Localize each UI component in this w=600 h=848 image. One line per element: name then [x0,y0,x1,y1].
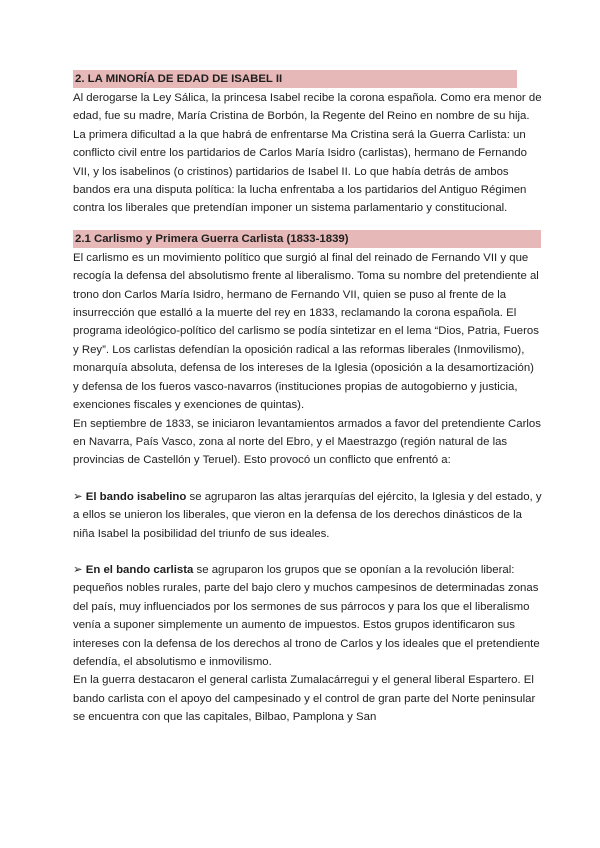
paragraph-guerra: En la guerra destacaron el general carlista Zumalacárregui y el general liberal Espartero. El bando carlista con el apoyo del campesinado y el control de gran parte del Norte peninsular se encuentra con que las capitales, Bilbao, Pamplona y San [73,674,536,724]
bullet-bando-carlista [73,561,542,671]
paragraph-carlismo: El carlismo es un movimiento político que surgió al final del reinado de Fernando VII y que recogía la defensa del absolutismo frente al liberalismo. Toma su nombre del pretendiente al trono don Carlos María Isidro, hermano de Fernando VII, quien se puso al frente de la insurrección que estalló a la muerte del rey en 1833, reclamando la corona española. El programa ideológico-político del carlismo se podía sintetizar en el lema “Dios, Patria, Fueros y Rey”. Los carlistas defendían la oposición radical a las reformas liberales (Inmovilismo), monarquía absoluta, defensa de los intereses de la Iglesia (oposición a la desamortización) y defensa de los fueros vasco-navarros (instituciones propias de autogobierno y justicia, exenciones fiscales y exenciones de quintas). [73,251,539,412]
bullet-bold-label: En el bando carlista [85,563,194,576]
paragraph-minoria: Al derogarse la Ley Sálica, la princesa Isabel recibe la corona española. Como era menor de edad, fue su madre, María Cristina de Borbón, la Regente del Reino en nombre de su hija. La primera dificultad a la que habrá de enfrentarse Ma Cristina será la Guerra Carlista: un conflicto civil entre los partidarios de Carlos María Isidro (carlistas), hermano de Fernando VII, y los isabelinos (o cristinos) partidarios de Isabel II. Lo que había detrás de ambos bandos era una disputa política: la lucha enfrentaba a los partidarios del Antiguo Régimen contra los liberales que pretendían imponer un sistema parlamentario y constitucional. [73,92,542,215]
paragraph-levantamientos: En septiembre de 1833, se iniciaron levantamientos armados a favor del pretendiente Carlos en Navarra, País Vasco, zona al norte del Ebro, y el Maestrazgo (región natural de las provincias de Castellón y Teruel). Esto provocó un conflicto que enfrentó a: [73,417,541,467]
section-heading-minoria: 2. LA MINORÍA DE EDAD DE ISABEL II [73,70,517,88]
arrow-bullet-icon: ➢ [73,490,83,503]
spacer [73,218,542,230]
bullet-text: se agruparon las altas jerarquías del ejército, la Iglesia y del estado, y a ellos se unieron los liberales, que vieron en la defensa de los derechos dinásticos de la niña Isabel la posibilidad del triunfo de sus ideales. [73,490,542,540]
bullet-bold-label: El bando isabelino [85,490,187,503]
spacer [73,470,542,488]
bullet-text: se agruparon los grupos que se oponían a la revolución liberal: pequeños nobles rurales, parte del bajo clero y muchos campesinos de determinadas zonas del país, muy influenciados por los sermones de sus párrocos y para los que el liberalismo venía a suponer simplemente un aumento de impuestos. Estos grupos identificaron sus intereses con la defensa de los derechos al trono de Carlos y los ideales que el pretendiente defendía, el absolutismo e inmovilismo. [73,563,540,668]
bullet-bando-isabelino [73,488,542,543]
spacer [73,543,542,561]
arrow-bullet-icon: ➢ [73,563,83,576]
section-heading-carlismo: 2.1 Carlismo y Primera Guerra Carlista (1833-1839) [73,230,541,248]
